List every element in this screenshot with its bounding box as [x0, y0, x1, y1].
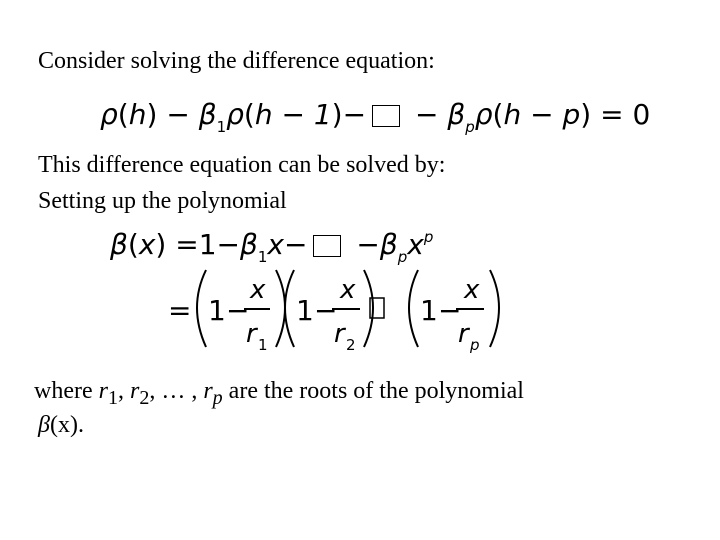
rho-symbol: ρ: [100, 98, 118, 131]
minus-sign: −: [226, 294, 250, 327]
superscript-p: p: [423, 228, 434, 246]
right-paren: [490, 270, 499, 347]
left-paren: [285, 270, 294, 347]
root-r: r: [246, 319, 257, 349]
intro-text: Consider solving the difference equation:: [38, 48, 435, 74]
beta-symbol: β: [110, 228, 128, 261]
equals-sign: =: [168, 294, 192, 327]
right-paren: [276, 270, 285, 347]
beta-symbol: β: [38, 412, 50, 438]
beta-x-text: [38, 412, 84, 439]
subscript-1: 1: [258, 336, 268, 354]
var-x: x: [138, 228, 156, 261]
beta-symbol: β: [379, 228, 398, 261]
paren-x: (x).: [49, 412, 84, 438]
left-paren: [197, 270, 206, 347]
left-paren: [409, 270, 418, 347]
var-x: x: [464, 275, 480, 305]
minus-sign: −: [216, 228, 240, 261]
h-minus-1: h − 1: [254, 98, 332, 131]
ellipsis: , … ,: [149, 378, 204, 404]
comma: ,: [117, 378, 130, 404]
subscript-p: p: [465, 118, 475, 136]
where-word: where: [34, 378, 99, 404]
subscript-p: p: [212, 386, 223, 409]
minus-sign: −: [414, 98, 439, 131]
root-r: r: [203, 378, 213, 404]
root-r: r: [129, 378, 140, 404]
one: 1: [296, 294, 314, 327]
paren: (: [117, 98, 129, 131]
root-r: r: [98, 378, 108, 404]
var-x: x: [340, 275, 356, 305]
factored-form: [0, 262, 720, 392]
one: 1: [420, 294, 438, 327]
subscript-2: 2: [346, 336, 356, 354]
one: 1: [208, 294, 226, 327]
one: 1: [198, 228, 217, 261]
polynomial-definition: $\beta(x) =1-\beta_1x- -\beta_px^p$: [110, 228, 434, 266]
right-paren: [364, 270, 373, 347]
equals-zero: = 0: [600, 98, 651, 131]
solve-text: This difference equation can be solved by:: [38, 152, 446, 178]
subscript-p: p: [397, 248, 408, 266]
subscript-2: 2: [139, 386, 150, 409]
difference-equation: $\rho(h) - \beta_1\rho(h - 1)- - \beta_p\rho(h - p) = 0$: [100, 98, 651, 136]
var-h: h: [128, 98, 147, 131]
root-r: r: [334, 319, 345, 349]
minus-sign: −: [284, 228, 308, 261]
minus-sign: −: [356, 228, 380, 261]
var-x: x: [407, 228, 424, 261]
minus-sign: −: [342, 98, 367, 131]
h-minus-p: h − p: [503, 98, 581, 131]
beta-symbol: β: [198, 98, 217, 131]
minus-sign: −: [314, 294, 338, 327]
subscript-1: 1: [107, 386, 118, 409]
root-r: r: [458, 319, 469, 349]
beta-symbol: β: [240, 228, 258, 261]
minus-sign: −: [438, 294, 462, 327]
setup-text: Setting up the polynomial: [38, 188, 287, 214]
roots-tail: are the roots of the polynomial: [222, 378, 524, 404]
beta-symbol: β: [447, 98, 466, 131]
missing-glyph-box: [313, 235, 341, 257]
minus-sign: −: [166, 98, 190, 131]
subscript-p: p: [470, 336, 480, 354]
var-x: x: [250, 275, 266, 305]
subscript-1: 1: [257, 248, 268, 266]
rho-symbol: ρ: [226, 98, 244, 131]
roots-text: [34, 378, 524, 410]
rho-symbol: ρ: [474, 98, 493, 131]
subscript-1: 1: [216, 118, 227, 136]
var-x: x: [267, 228, 284, 261]
missing-glyph-box: [372, 105, 400, 127]
